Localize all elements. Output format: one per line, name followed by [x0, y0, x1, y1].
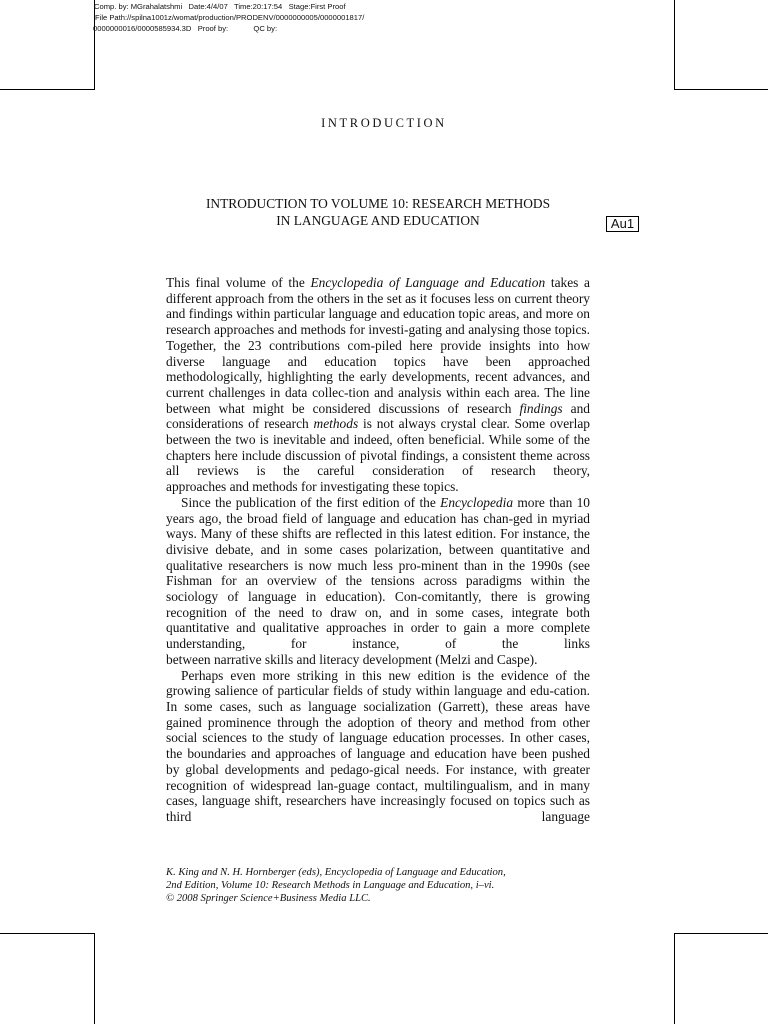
text-run: This final volume of the	[166, 275, 311, 290]
text-run: approaches and methods for investigating these topics.	[166, 479, 459, 495]
text-run: is not always crystal clear. Some overlap between the two is inevitable and indeed, often beneficial. While some of the chapters here include discussion of pivotal findings, a consistent theme across all reviews is the careful consideration of research theory,	[166, 416, 591, 479]
text-run: takes a different approach from the others in the set as it focuses less on current theory and findings within particular language and education topic areas, and more on research approaches and methods for investi-gating and analysing those topics. Together, the 23 contributions com-piled here provide insights into how diverse language and education topics have been approached methodologically, highlighting the early developments, recent advances, and current challenges in data collec-tion and analysis within each area. The line between what might be considered discussions of research	[166, 275, 590, 416]
italic-run: methods	[313, 416, 359, 432]
crop-mark-top-right-vertical	[674, 0, 675, 90]
crop-mark-bottom-right-vertical	[674, 933, 675, 1024]
crop-mark-bottom-left-vertical	[94, 933, 95, 1024]
crop-mark-top-right-horizontal	[674, 89, 768, 90]
italic-run: Encyclopedia of Language and Education	[310, 275, 546, 290]
crop-mark-bottom-left-horizontal	[0, 933, 95, 934]
text-run: Since the publication of the first edition of the	[181, 494, 441, 510]
proof-meta-line: File Path://spilna1001z/womat/production/PRODENV/0000000005/0000001817/	[95, 13, 365, 22]
source-citation	[166, 866, 590, 906]
crop-mark-bottom-right-horizontal	[674, 933, 768, 934]
citation-line: © 2008 Springer Science+Business Media LLC.	[166, 893, 371, 905]
proof-meta-line: 0000000016/0000585934.3D Proof by: QC by:	[93, 24, 278, 33]
text-run: between narrative skills and literacy development (Melzi and Caspe).	[166, 651, 538, 667]
running-head: INTRODUCTION	[321, 116, 447, 130]
chapter-title-line: INTRODUCTION TO VOLUME 10: RESEARCH METHODS	[205, 196, 551, 211]
paragraph	[166, 668, 590, 825]
paragraph	[166, 495, 590, 668]
chapter-title-line: IN LANGUAGE AND EDUCATION	[276, 213, 480, 228]
paragraph	[166, 275, 590, 495]
chapter-title	[166, 195, 590, 229]
author-query-tag[interactable]: Au1	[606, 216, 639, 232]
text-run: Perhaps even more striking in this new edition is the evidence of the growing salience of particular fields of study within language and edu-cation. In some cases, such as language socialization (Garrett), these areas have gained prominence through the adoption of theory and method from other social sciences to the study of language education processes. In other cases, the boundaries and approaches of language and education have been pushed by global developments and pedago-gical needs. For instance, with greater recognition of widespread lan-guage contact, multilingualism, and in many cases, language shift, researchers have increasingly focused on topics such as third language	[166, 667, 590, 824]
text-run: and considerations of research	[166, 400, 590, 432]
text-run: more than 10 years ago, the broad field of language and education has chan-ged in myriad ways. Many of these shifts are reflected in this latest edition. For instance, the divisive debate, and in some cases polarization, between quantitative and qualitative researchers is now much less pro-minent than in the 1990s (see Fishman for an overview of the tensions across paradigms within the sociology of language in education). Con-comitantly, there is growing recognition of the need to draw on, and in some cases, integrate both quantitative and qualitative approaches in order to gain a more complete understanding, for instance, of the links	[166, 494, 590, 652]
crop-mark-top-left-horizontal	[0, 89, 95, 90]
italic-run: Encyclopedia	[440, 494, 514, 510]
proof-meta-line: Comp. by: MGrahalatshmi Date:4/4/07 Time:20:17:54 Stage:First Proof	[94, 2, 346, 11]
citation-line: K. King and N. H. Hornberger (eds), Encyclopedia of Language and Education,	[166, 867, 506, 878]
citation-line: 2nd Edition, Volume 10: Research Methods in Language and Education, i–vi.	[166, 880, 495, 892]
italic-run: findings	[519, 400, 563, 416]
body-text	[166, 275, 590, 825]
proof-header-meta	[95, 1, 364, 34]
